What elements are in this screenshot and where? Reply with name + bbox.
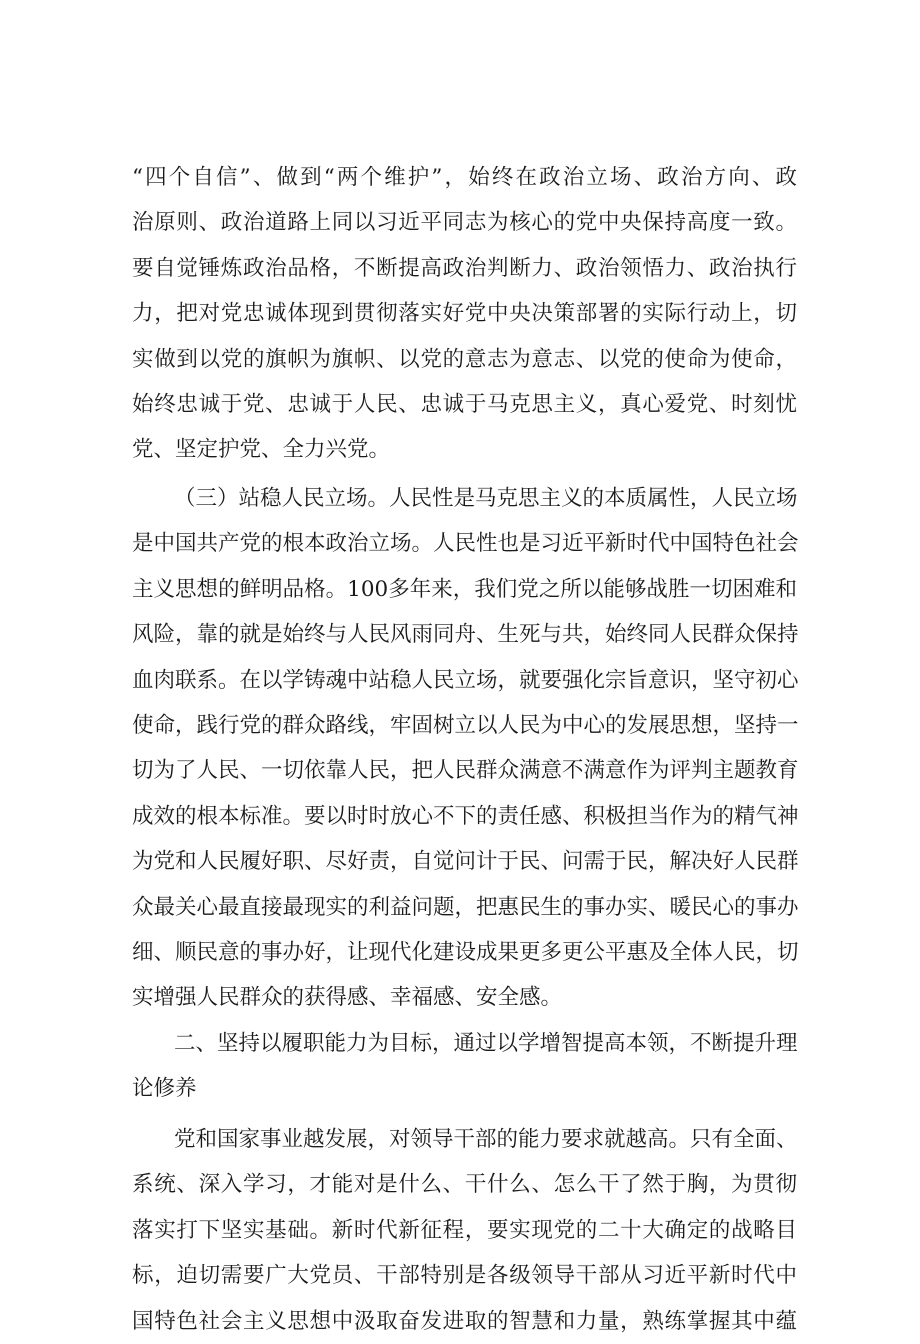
text-line: 细、顺民意的事办好，让现代化建设成果更多更公平惠及全体人民，切 — [132, 939, 799, 965]
text-line: 要自觉锤炼政治品格，不断提高政治判断力、政治领悟力、政治执行 — [132, 255, 797, 281]
text-line: 始终忠诚于党、忠诚于人民、忠诚于马克思主义，真心爱党、时刻忧 — [132, 391, 797, 417]
text-line: 主义思想的鲜明品格。100多年来，我们党之所以能够战胜一切困难和 — [132, 576, 797, 602]
text-line: 系统、深入学习，才能对是什么、干什么、怎么干了然于胸，为贯彻 — [132, 1172, 797, 1198]
section-heading-2: 二、坚持以履职能力为目标，通过以学增智提高本领，不断提升理 — [174, 1030, 798, 1056]
section-heading-2-cont: 论修养 — [132, 1076, 197, 1102]
text-line: 使命，践行党的群众路线，牢固树立以人民为中心的发展思想，坚持一 — [132, 712, 799, 738]
text-line: 治原则、政治道路上同以习近平同志为核心的党中央保持高度一致。 — [132, 210, 797, 236]
text-line: 血肉联系。在以学铸魂中站稳人民立场，就要强化宗旨意识，坚守初心 — [132, 667, 799, 693]
text-line: 实增强人民群众的获得感、幸福感、安全感。 — [132, 985, 563, 1011]
text-line: 是中国共产党的根本政治立场。人民性也是习近平新时代中国特色社会 — [132, 531, 799, 557]
text-line: 党和国家事业越发展，对领导干部的能力要求就越高。只有全面、 — [174, 1127, 798, 1152]
text-line: 成效的根本标准。要以时时放心不下的责任感、积极担当作为的精气神 — [132, 803, 799, 829]
text-line: 国特色社会主义思想中汲取奋发进取的智慧和力量，熟练掌握其中蕴 — [132, 1308, 797, 1334]
section-heading-3: （三）站稳人民立场。人民性是马克思主义的本质属性，人民立场 — [174, 486, 798, 511]
text-line: 风险，靠的就是始终与人民风雨同舟、生死与共，始终同人民群众保持 — [132, 622, 799, 648]
text-line: “四个自信”、做到“两个维护”，始终在政治立场、政治方向、政 — [132, 165, 797, 190]
text-line: 标，迫切需要广大党员、干部特别是各级领导干部从习近平新时代中 — [132, 1263, 797, 1289]
text-line: 党、坚定护党、全力兴党。 — [132, 437, 391, 463]
paragraph-political-loyalty — [132, 155, 797, 473]
text-line: 实做到以党的旗帜为旗帜、以党的意志为意志、以党的使命为使命， — [132, 346, 797, 372]
paragraph-capability — [132, 1117, 797, 1344]
text-line: 落实打下坚实基础。新时代新征程，要实现党的二十大确定的战略目 — [132, 1217, 797, 1243]
text-line: 切为了人民、一切依靠人民，把人民群众满意不满意作为评判主题教育 — [132, 758, 799, 784]
text-line: 为党和人民履好职、尽好责，自觉问计于民、问需于民，解决好人民群 — [132, 849, 799, 875]
text-line: 众最关心最直接最现实的利益问题，把惠民生的事办实、暖民心的事办 — [132, 894, 799, 920]
paragraph-people-stance — [132, 476, 797, 1111]
text-line: 力，把对党忠诚体现到贯彻落实好党中央决策部署的实际行动上，切 — [132, 301, 797, 327]
